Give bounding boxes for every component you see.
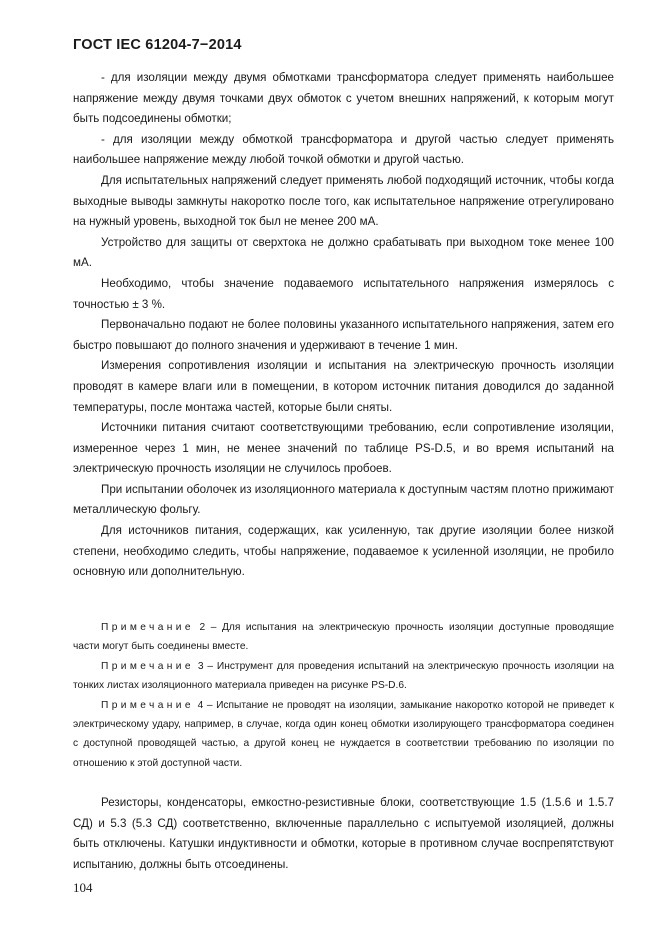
paragraph: Устройство для защиты от сверхтока не должно срабатывать при выходном токе менее 100 мА. <box>73 235 614 270</box>
paragraph: Первоначально подают не более половины указанного испытательного напряжения, затем его быстро повышают до полного значения и удерживают в течение 1 мин. <box>73 318 614 352</box>
paragraph: Измерения сопротивления изоляции и испытания на электрическую прочность изоляции проводят в камере влаги или в помещении, в котором источник питания доводился до заданной температуры, после монтажа частей, которые были сняты. <box>73 359 614 414</box>
paragraph: Для источников питания, содержащих, как усиленную, так другие изоляции более низкой степени, необходимо следить, чтобы напряжение, подаваемое к усиленной изоляции, не пробило основную или дополнительную. <box>73 524 614 579</box>
paragraph: - для изоляции между обмоткой трансформатора и другой частью следует применять наибольшее напряжение между любой точкой обмотки и другой частью. <box>73 132 614 167</box>
notes-block <box>73 618 614 773</box>
document-header: ГОСТ IEC 61204-7−2014 <box>73 37 242 53</box>
paragraph: - для изоляции между двумя обмотками трансформатора следует применять наибольшее напряжение между двумя точками двух обмоток с учетом внешних напряжений, к которым могут быть подсоединены обмотки; <box>73 71 614 126</box>
final-text <box>73 793 614 875</box>
note <box>73 618 614 657</box>
paragraph: Необходимо, чтобы значение подаваемого испытательного напряжения измерялось с точностью ± 3 %. <box>73 276 614 311</box>
paragraph: Резисторы, конденсаторы, емкостно-резистивные блоки, соответствующие 1.5 (1.5.6 и 1.5.7 СД) и 5.3 (5.3 СД) соответственно, включенные параллельно с испытуемой изоляцией, должны быть отключены. Катушки индуктивности и обмотки, которые в противном случае воспрепятствуют испытанию, должны быть отсоединены. <box>73 796 614 871</box>
paragraph: Источники питания считают соответствующими требованию, если сопротивление изоляции, измеренное через 1 мин, не менее значений по таблице PS-D.5, и во время испытаний на электрическую прочность изоляции не случилось пробоев. <box>73 421 614 476</box>
note-label: Примечание <box>101 699 194 711</box>
note-text: 4 – Испытание не проводят на изоляции, замыкание накоротко которой не приведет к электрическому удару, например, в случае, когда один конец обмотки изолирующего трансформатора соединен с доступной проводящей частью, а другой конец не нуждается в соответствии требованию по изоляции по отношению к этой доступной части. <box>73 699 614 769</box>
page-number: 104 <box>73 880 93 895</box>
note-label: Примечание <box>101 622 194 633</box>
note-text: 3 – Инструмент для проведения испытаний на электрическую прочность изоляции на тонких листах изоляционного материала приведен на рисунке PS-D.6. <box>73 660 614 692</box>
note <box>73 657 614 696</box>
note-text: 2 – Для испытания на электрическую прочность изоляции доступные проводящие части могут быть соединены вместе. <box>73 622 614 653</box>
body-text <box>73 68 614 583</box>
paragraph: Для испытательных напряжений следует применять любой подходящий источник, чтобы когда выходные выводы замкнуты накоротко после того, как испытательное напряжение отрегулировано на нужный уровень, выходной ток был не менее 200 мА. <box>73 173 614 229</box>
note-label: Примечание <box>101 660 194 672</box>
paragraph: При испытании оболочек из изоляционного материала к доступным частям плотно прижимают металлическую фольгу. <box>73 482 614 517</box>
note <box>73 696 614 774</box>
